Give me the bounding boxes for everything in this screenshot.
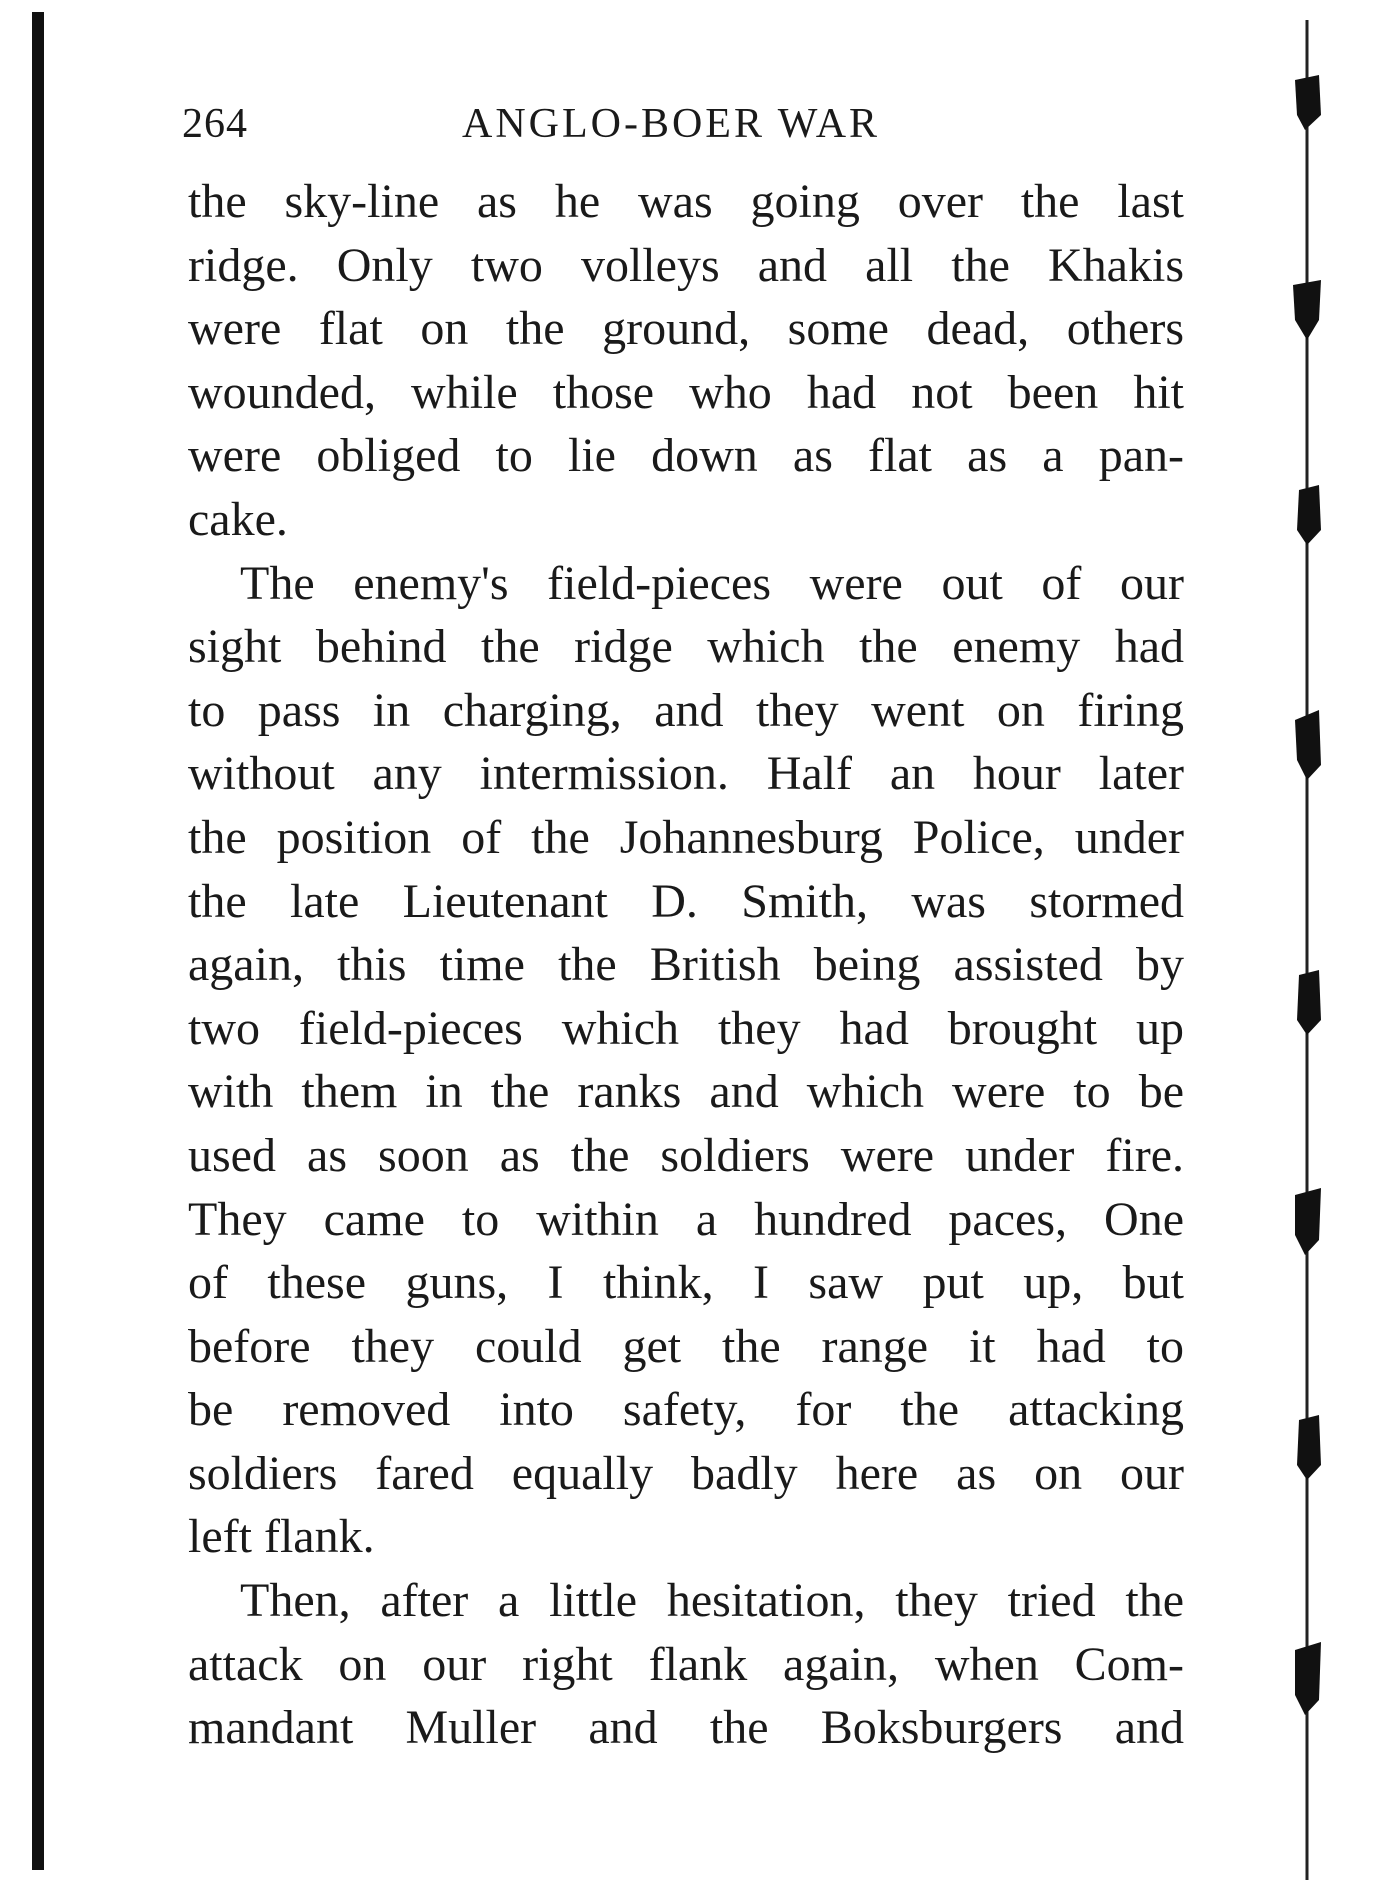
text-line: were flat on the ground, some dead, others <box>188 302 1184 356</box>
paragraph <box>188 170 1184 552</box>
running-title: ANGLO-BOER WAR <box>462 101 881 147</box>
paragraph <box>188 552 1184 1570</box>
left-binding-edge <box>32 12 44 1870</box>
body-text <box>188 170 1184 1760</box>
text-line: two field-pieces which they had brought up <box>188 1001 1184 1055</box>
text-line: without any intermission. Half an hour later <box>188 747 1184 801</box>
text-line: left flank. <box>188 1510 375 1564</box>
text-line: were obliged to lie down as flat as a pan- <box>188 429 1184 483</box>
text-line: mandant Muller and the Boksburgers and <box>188 1701 1184 1755</box>
text-line: to pass in charging, and they went on firing <box>188 683 1184 737</box>
text-line: The enemy's field-pieces were out of our <box>240 556 1184 610</box>
text-line: soldiers fared equally badly here as on our <box>188 1446 1184 1500</box>
text-line: the sky-line as he was going over the last <box>188 175 1184 228</box>
text-line: attack on our right flank again, when Com- <box>188 1637 1184 1691</box>
text-line: of these guns, I think, I saw put up, but <box>188 1256 1184 1310</box>
paragraph <box>188 1569 1184 1760</box>
text-line: wounded, while those who had not been hit <box>188 365 1184 419</box>
text-line: They came to within a hundred paces, One <box>188 1192 1184 1246</box>
text-line: the position of the Johannesburg Police, under <box>188 810 1184 864</box>
text-line: ridge. Only two volleys and all the Khakis <box>188 238 1184 292</box>
text-line: used as soon as the soldiers were under fire. <box>188 1128 1184 1182</box>
text-line: with them in the ranks and which were to be <box>188 1065 1184 1119</box>
text-line: cake. <box>188 492 288 546</box>
text-line: be removed into safety, for the attacking <box>188 1383 1184 1437</box>
text-line: Then, after a little hesitation, they tried the <box>240 1574 1184 1628</box>
page-number: 264 <box>182 101 248 147</box>
binding-stitches-graphic <box>1285 20 1345 1880</box>
text-line: before they could get the range it had to <box>188 1319 1184 1373</box>
text-line: sight behind the ridge which the enemy had <box>188 620 1184 674</box>
text-line: the late Lieutenant D. Smith, was stormed <box>188 874 1184 928</box>
text-line: again, this time the British being assisted by <box>188 938 1184 992</box>
page-header <box>182 100 1182 160</box>
